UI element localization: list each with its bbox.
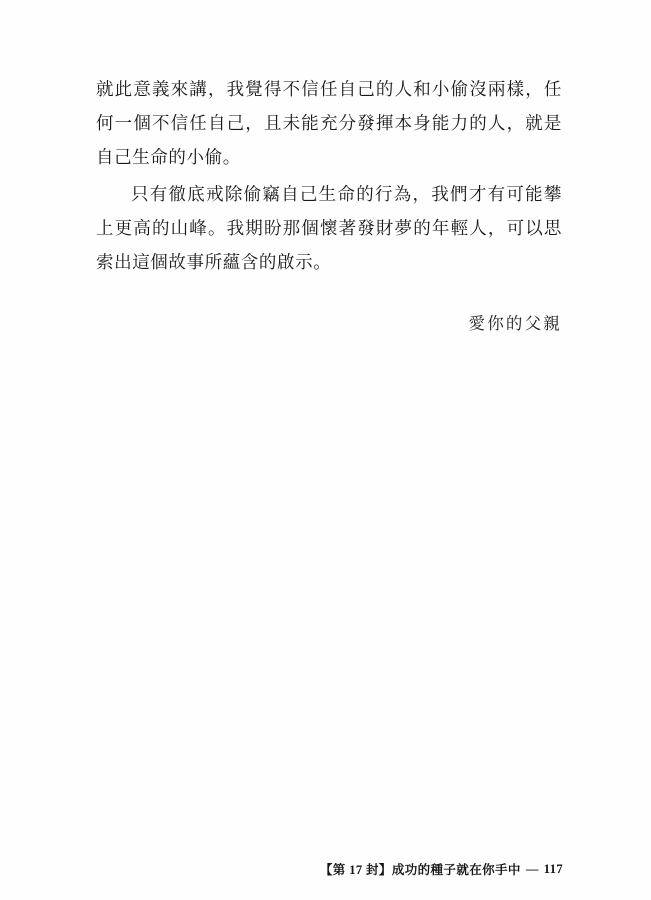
signature-line: 愛你的父親 [468,314,562,333]
paragraph: 就此意義來講，我覺得不信任自己的人和小偷沒兩樣，任何一個不信任自己，且未能充分發揮本身能力的人，就是自己生命的小偷。 [96,79,562,167]
footer-page-number: 117 [543,861,563,876]
page-body [96,72,562,282]
footer-chapter-title: 【第 17 封】成功的種子就在你手中 [319,863,521,877]
paragraph: 只有徹底戒除偷竊自己生命的行為，我們才有可能攀上更高的山峰。我期盼那個懷著發財夢的年輕人，可以思索出這個故事所蘊含的啟示。 [96,184,562,272]
page-footer [320,860,563,878]
footer-separator: — [525,861,539,876]
